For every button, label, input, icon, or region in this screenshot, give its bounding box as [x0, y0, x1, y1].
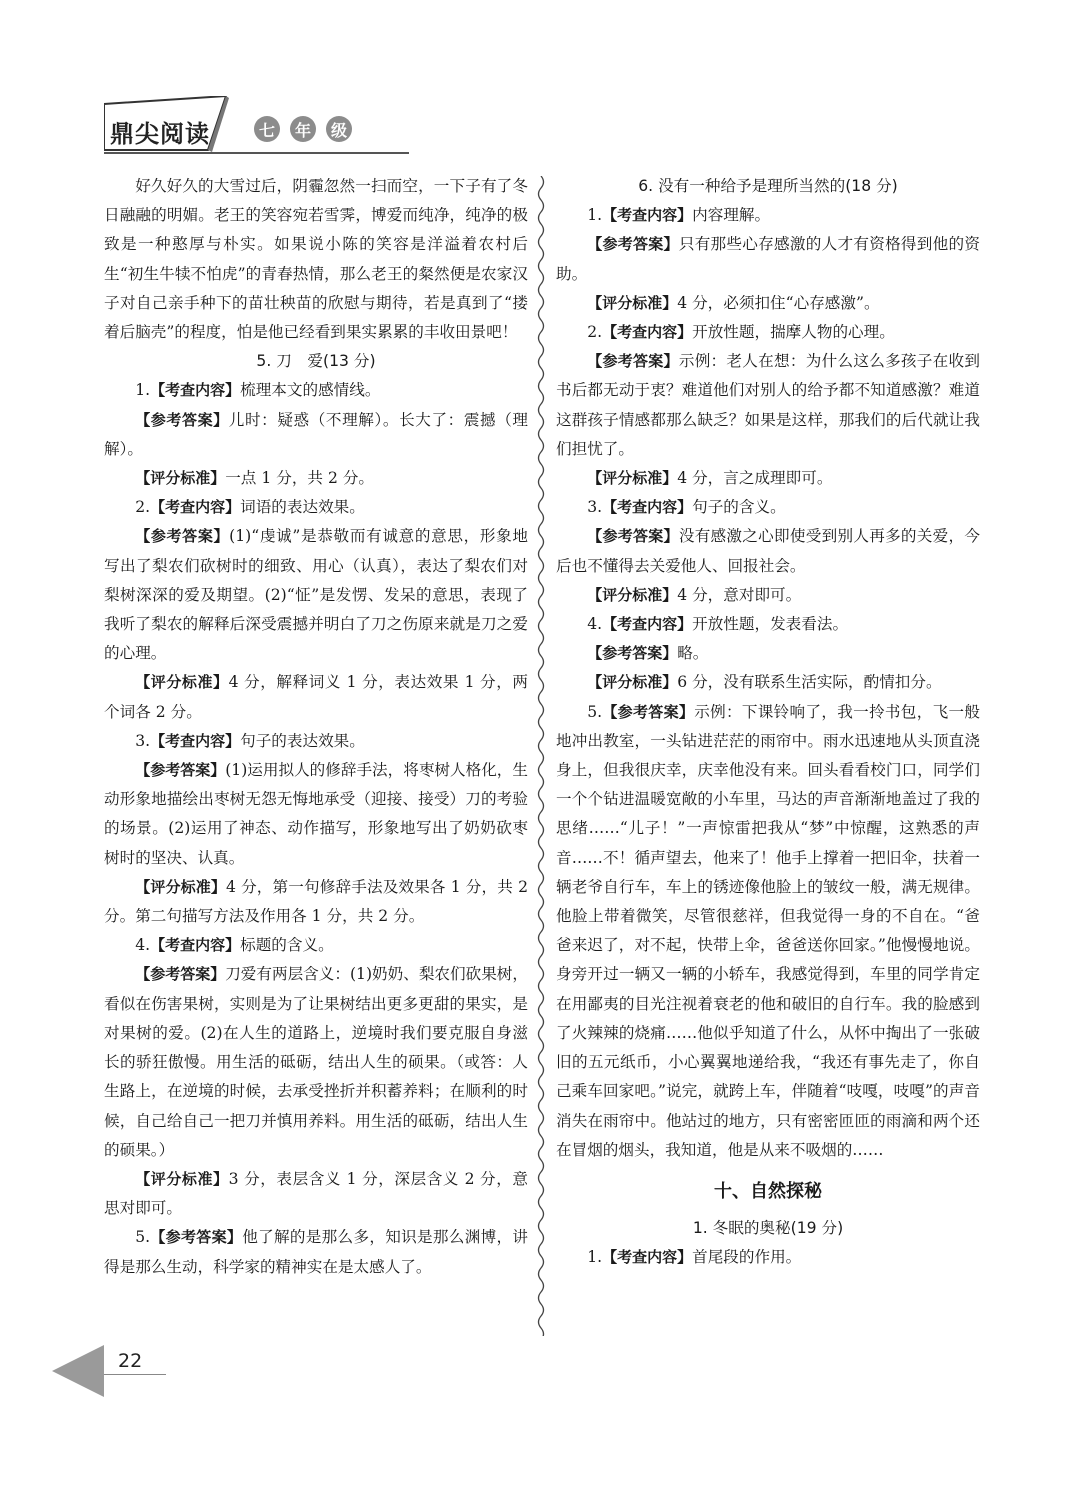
question-number: 4. [135, 936, 151, 955]
section-heading: 6. 没有一种给予是理所当然的(18 分) [638, 177, 898, 195]
header-rule [104, 152, 409, 154]
left-column [104, 172, 528, 1282]
score-3 [104, 873, 528, 931]
column-divider [535, 176, 547, 1336]
grade-label [254, 116, 352, 142]
section-heading: 5. 刀 爱(13 分) [256, 352, 376, 371]
answer-text: 示例：下课铃响了，我一拎书包，飞一般地冲出教室，一头钻进茫茫的雨帘中。雨水迅速地从头顶直浇身上，但我很庆幸，庆幸他没有来。回头看看校门口，同学们一个个钻进温暖宽敞的小车里，马达的声音渐渐地盖过了我的思绪……“儿子！”一声惊雷把我从“梦”中惊醒，这熟悉的声音……不！循声望去，他来了！他手上撑着一把旧伞，扶着一辆老爷自行车，车上的锈迹像他脸上的皱纹一般，满无规律。他脸上带着微笑，尽管很慈祥，但我觉得一身的不自在。“爸爸来迟了，对不起，快带上伞，爸爸送你回家。”他慢慢地说。身旁开过一辆又一辆的小轿车，我感觉得到，车里的同学肯定在用鄙夷的目光注视着衰老的他和破旧的自行车。我的脸感到了火辣辣的烧痛……他似乎知道了什么，从怀中掏出了一张破旧的五元纸币，小心翼翼地递给我，“我还有事先走了，你自己乘车回家吧。”说完，就跨上车，伴随着“吱嘎，吱嘎”的声音消失在雨帘中。他站过的地方，只有密密匝匝的雨滴和两个还在冒烟的烟头，我知道，他是从来不吸烟的…… [556, 702, 980, 1159]
logo [104, 96, 224, 150]
question-text: 首尾段的作用。 [692, 1248, 802, 1267]
question-2 [104, 493, 528, 522]
tag-label: 【评分标准】 [135, 1169, 229, 1188]
score-4 [556, 668, 980, 697]
score-text: 6 分，没有联系生活实际，酌情扣分。 [677, 673, 942, 692]
answer-text: 没有感激之心即使受到别人再多的关爱，今后也不懂得去关爱他人、回报社会。 [556, 527, 980, 575]
question-text: 开放性题，揣摩人物的心理。 [692, 323, 895, 342]
tag-label: 【参考答案】 [587, 644, 678, 663]
question-1 [104, 376, 528, 405]
tag-label: 【考查内容】 [602, 1248, 693, 1267]
tag-label: 【参考答案】 [587, 527, 679, 546]
question-4 [104, 931, 528, 960]
tag-label: 【评分标准】 [135, 877, 227, 896]
score-text: 4 分，言之成理即可。 [677, 469, 833, 488]
paragraph: 好久好久的大雪过后，阴霾忽然一扫而空，一下子有了冬日融融的明媚。老王的笑容宛若雪霁，博爱而纯净，纯净的极致是一种憨厚与朴实。如果说小陈的笑容是洋溢着农村后生“初生牛犊不怕虎”的青春热情，那么老王的粲然便是农家汉子对自己亲手种下的苗壮秧苗的欣慰与期待，若是真到了“搂着后脑壳”的程度，怕是他已经看到果实累累的丰收田景吧！ [104, 177, 528, 342]
score-text: 4 分，意对即可。 [677, 585, 802, 604]
question-3 [556, 493, 980, 522]
tag-label: 【评分标准】 [587, 469, 678, 488]
question-number: 5. [135, 1228, 151, 1247]
page-corner-triangle-icon [52, 1343, 108, 1399]
question-text: 标题的含义。 [240, 936, 334, 955]
question-1 [556, 201, 980, 230]
score-1 [104, 464, 528, 493]
question-text: 内容理解。 [692, 206, 771, 225]
answer-3 [104, 756, 528, 873]
question-number: 3. [587, 498, 603, 517]
tag-label: 【考查内容】 [602, 615, 693, 634]
answer-text: (1)运用拟人的修辞手法，将枣树人格化，生动形象地描绘出枣树无怨无悔地承受（迎接、接受）刀的考验的场景。(2)运用了神态、动作描写，形象地写出了奶奶砍枣树时的坚决、认真。 [104, 761, 528, 867]
tag-label: 【考查内容】 [150, 381, 241, 400]
question-number: 1. [587, 1248, 603, 1267]
score-text: 4 分，第一句修辞手法及效果各 1 分，共 2 分。第二句描写方法及作用各 1 分，共 2 分。 [104, 877, 528, 926]
question-text: 词语的表达效果。 [240, 498, 365, 517]
answer-5 [556, 698, 980, 1165]
question-number: 2. [135, 498, 151, 517]
tag-label: 【参考答案】 [150, 1228, 243, 1247]
answer-4 [104, 960, 528, 1164]
page-number: 22 [118, 1350, 143, 1372]
score-text: 4 分，必须扣住“心存感激”。 [677, 293, 880, 312]
answer-text: 儿时：疑惑（不理解）。长大了：震撼（理解）。 [104, 410, 528, 458]
question-number: 2. [587, 323, 603, 342]
score-text: 3 分，表层含义 1 分，深层含义 2 分，意思对即可。 [104, 1169, 528, 1218]
tag-label: 【参考答案】 [602, 702, 695, 721]
question-1 [556, 1243, 980, 1272]
answer-text: 他了解的是那么多，知识是那么渊博，讲得是那么生动，科学家的精神实在是太感人了。 [104, 1228, 528, 1276]
question-3 [104, 727, 528, 756]
question-text: 句子的含义。 [692, 498, 786, 517]
question-text: 句子的表达效果。 [240, 731, 365, 750]
tag-label: 【评分标准】 [135, 673, 229, 692]
tag-label: 【参考答案】 [135, 410, 229, 429]
answer-text: 刀爱有两层含义：(1)奶奶、梨农们砍果树，看似在伤害果树，实则是为了让果树结出更多更甜的果实，是对果树的爱。(2)在人生的道路上，逆境时我们要克服自身滋长的骄狂傲慢。用生活的砥砺，结出人生的硕果。（或答：人生路上，在逆境的时候，去承受挫折并积蓄养料；在顺利的时候，自己给自己一把刀并慎用养料。用生活的砥砺，结出人生的硕果。） [104, 965, 528, 1159]
score-1 [556, 289, 980, 318]
question-4 [556, 610, 980, 639]
question-text: 梳理本文的感情线。 [240, 381, 381, 400]
answer-text: 示例：老人在想：为什么这么多孩子在收到书后都无动于衷？难道他们对别人的给予都不知道感激？难道这群孩子情感都那么缺乏？如果是这样，那我们的后代就让我们担忧了。 [556, 352, 980, 458]
answer-text: 只有那些心存感激的人才有资格得到他的资助。 [556, 235, 980, 283]
tag-label: 【考查内容】 [602, 498, 693, 517]
question-2 [556, 318, 980, 347]
score-text: 一点 1 分，共 2 分。 [225, 469, 375, 488]
section-heading: 1. 冬眠的奥秘(19 分) [692, 1219, 844, 1238]
answer-1 [104, 406, 528, 464]
tag-label: 【评分标准】 [587, 585, 678, 604]
tag-label: 【评分标准】 [135, 469, 226, 488]
tag-label: 【参考答案】 [135, 965, 226, 984]
tag-label: 【考查内容】 [150, 731, 241, 750]
tag-label: 【参考答案】 [587, 235, 679, 254]
question-number: 1. [135, 381, 151, 400]
tag-label: 【考查内容】 [602, 206, 693, 225]
footer-rule [104, 1374, 166, 1375]
question-number: 1. [587, 206, 603, 225]
answer-5 [104, 1223, 528, 1281]
question-text: 开放性题，发表看法。 [692, 615, 849, 634]
answer-3 [556, 522, 980, 580]
chapter-heading: 十、自然探秘 [714, 1180, 822, 1202]
answer-text: (1)“虔诚”是恭敬而有诚意的意思，形象地写出了梨农们砍树时的细致、用心（认真），表达了梨农们对梨树深深的爱及期望。(2)“怔”是发愣、发呆的意思，表现了我听了梨农的解释后深受震撼并明白了刀之伤原来就是刀之爱的心理。 [104, 527, 528, 663]
answer-2 [556, 347, 980, 464]
tag-label: 【参考答案】 [135, 527, 230, 546]
score-2 [556, 464, 980, 493]
tag-label: 【考查内容】 [150, 498, 241, 517]
logo-text: 鼎尖阅读 [110, 120, 210, 148]
question-number: 3. [135, 731, 151, 750]
page-header [104, 96, 409, 156]
grade-char: 年 [290, 116, 316, 142]
answer-1 [556, 230, 980, 288]
tag-label: 【评分标准】 [587, 673, 678, 692]
score-4 [104, 1165, 528, 1223]
tag-label: 【参考答案】 [135, 761, 226, 780]
grade-char: 级 [326, 116, 352, 142]
right-column [556, 172, 980, 1273]
question-number: 4. [587, 615, 603, 634]
answer-2 [104, 522, 528, 668]
tag-label: 【考查内容】 [602, 323, 693, 342]
tag-label: 【考查内容】 [150, 936, 241, 955]
score-text: 4 分，解释词义 1 分，表达效果 1 分，两个词各 2 分。 [104, 673, 528, 721]
score-2 [104, 668, 528, 726]
tag-label: 【评分标准】 [587, 293, 678, 312]
score-3 [556, 581, 980, 610]
grade-char: 七 [254, 116, 280, 142]
answer-4 [556, 639, 980, 668]
question-number: 5. [587, 702, 603, 721]
answer-text: 略。 [677, 644, 709, 663]
tag-label: 【参考答案】 [587, 352, 679, 371]
